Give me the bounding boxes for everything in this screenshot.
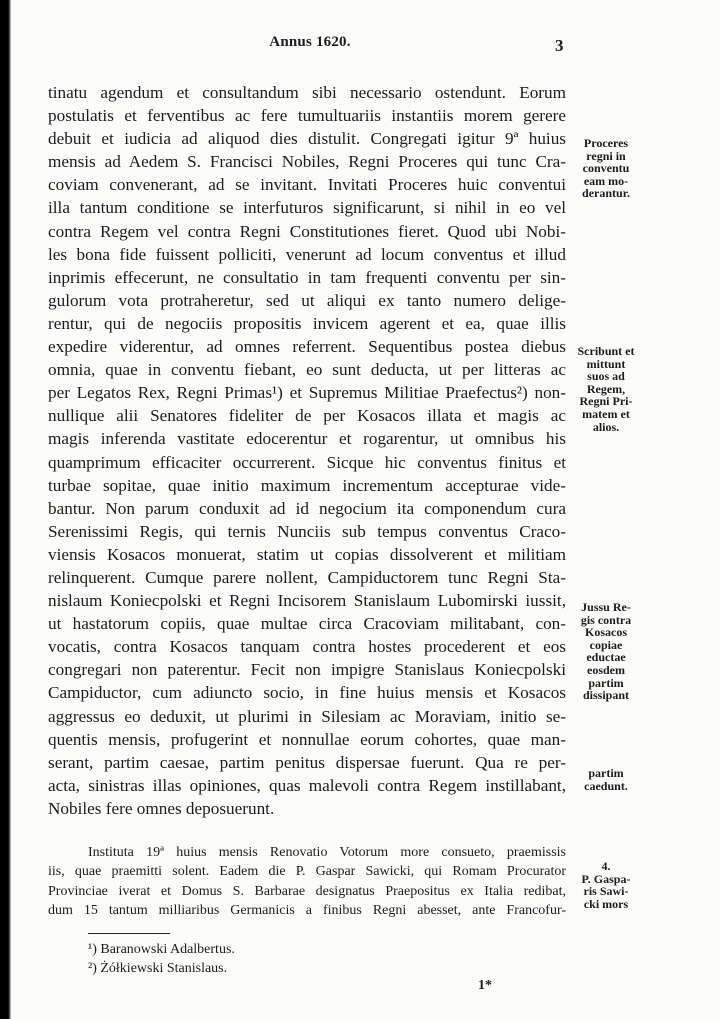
footnote-rule	[88, 933, 170, 934]
text-line: nislaum Koniecpolski et Regni Incisorem Stanislaum Lubomirski iussit,	[48, 591, 566, 611]
text-line: vocatis, contra Kosacos tanquam contra hostes procederent et eos	[48, 637, 566, 657]
signature-mark: 1*	[478, 978, 492, 993]
text-line: coviam convenerant, ad se invitant. Invitati Proceres huic conventui	[48, 175, 566, 195]
text-line: illa tantum conditione se interfuturos significarunt, si nihil in eo vel	[48, 198, 566, 218]
text-line: rentur, qui de negociis propositis invicem agerent et ea, quae illis	[48, 313, 566, 333]
text-line: per Legatos Rex, Regni Primas¹) et Supremus Militiae Praefectus²) non-	[48, 383, 566, 403]
text-line: aggressus eo deduxit, ut plurimi in Silesiam ac Moraviam, initio se-	[48, 706, 566, 726]
text-line: turbae sopitae, quae initio maximum incrementum accepturae vide-	[48, 475, 566, 495]
main-text-block	[48, 81, 566, 820]
text-line: viensis Kosacos monuerat, statim ut copias dissolverent et militiam	[48, 544, 566, 564]
text-line: acta, sinistras illas opiniones, quas malevoli contra Regem instillabant,	[48, 775, 566, 795]
text-line: mensis ad Aedem S. Francisci Nobiles, Regni Proceres qui tunc Cra-	[48, 152, 566, 172]
small-text-line: Provinciae iverat et Domus S. Barbarae designatus Praepositus ex Italia redibat,	[48, 883, 566, 899]
text-line: relinquerent. Cumque parere nollent, Campiductorem tunc Regni Sta-	[48, 567, 566, 587]
margin-note-sawicki-mors: 4. P. Gaspa- ris Sawi- cki mors	[581, 859, 631, 911]
small-text-line: Instituta 19ª huius mensis Renovatio Votorum more consueto, praemissis	[88, 845, 566, 860]
footnote-2: ²) Żółkiewski Stanislaus.	[88, 961, 228, 976]
small-print-paragraph	[48, 843, 566, 921]
footnote-1: ¹) Baranowski Adalbertus.	[88, 942, 235, 957]
text-line: Campiductor, cum adiuncto socio, in fine huius mensis et Kosacos	[48, 683, 566, 703]
text-line: postulatis et ferventibus ac fere tumultuariis instantiis morem gerere	[48, 106, 566, 126]
text-line: debuit et iudicia ad aliquod dies distulit. Congregati igitur 9ª huius	[48, 129, 566, 149]
text-line: serant, partim caesae, partim penitus dispersae fuerunt. Qua re per-	[48, 752, 566, 772]
text-line: congregari non paterentur. Fecit non impigre Stanislaus Koniecpolski	[48, 660, 566, 680]
text-line: quentis mensis, profugerint et nonnullae eorum cohortes, quae man-	[48, 729, 566, 749]
text-line: omnia, quae in conventu fiebant, eo sunt deducta, ut per litteras ac	[48, 360, 566, 380]
text-line: nullique alii Senatores fideliter de per Kosacos illata et magis ac	[48, 406, 566, 426]
running-head: Annus 1620.	[269, 34, 351, 50]
text-line: les bona fide fuissent polliciti, venerunt ad locum conventus et illud	[48, 244, 566, 264]
book-spine-shadow	[0, 0, 11, 1019]
margin-note-proceres: Proceres regni in conventu eam mo- derantur.	[582, 136, 630, 201]
footnotes	[88, 940, 235, 978]
text-line: Serenissimi Regis, qui ternis Nunciis sub tempus conventus Craco-	[48, 521, 566, 541]
text-line: Nobiles fere omnes deposuerunt.	[48, 798, 275, 818]
text-line: contra Regem vel contra Regni Constitutiones fieret. Quod ubi Nobi-	[48, 221, 566, 241]
text-line: inprimis effecerunt, ne consultatio in tam frequenti conventu per sin-	[48, 267, 566, 287]
small-text-line: iis, quae praemitti solent. Eadem die P. Gaspar Sawicki, qui Romam Procurator	[48, 864, 566, 880]
small-text-line: dum 15 tantum milliaribus Germanicis a finibus Regni abesset, ante Francofur-	[48, 903, 566, 919]
page-number: 3	[555, 36, 564, 55]
text-line: tinatu agendum et consultandum sibi necessario ostendunt. Eorum	[48, 83, 566, 102]
text-line: bantur. Non parum conduxit ad id negocium ita componendum cura	[48, 498, 566, 518]
text-line: expedire viderentur, ad omnes referrent. Sequentibus postea diebus	[48, 337, 566, 357]
text-line: gulorum vota protraheretur, sed ut aliqui ex tanto numero delige-	[48, 290, 566, 310]
text-line: ut hastatorum copiis, quae multae circa Cracoviam militabant, con-	[48, 614, 566, 634]
margin-note-scribunt: Scribunt et mittunt suos ad Regem, Regni Pri- matem et alios.	[577, 344, 635, 434]
text-line: quamprimum efficaciter occurrerent. Sicque hic conventus finitus et	[48, 452, 566, 472]
margin-note-jussu-regis: Jussu Re- gis contra Kosacos copiae eductae eosdem partim dissipant	[580, 600, 632, 703]
text-line: magis inferenda vastitate edocerentur et rogarentur, ut omnibus his	[48, 429, 566, 449]
margin-note-partim-caedunt: partim caedunt.	[584, 766, 628, 793]
